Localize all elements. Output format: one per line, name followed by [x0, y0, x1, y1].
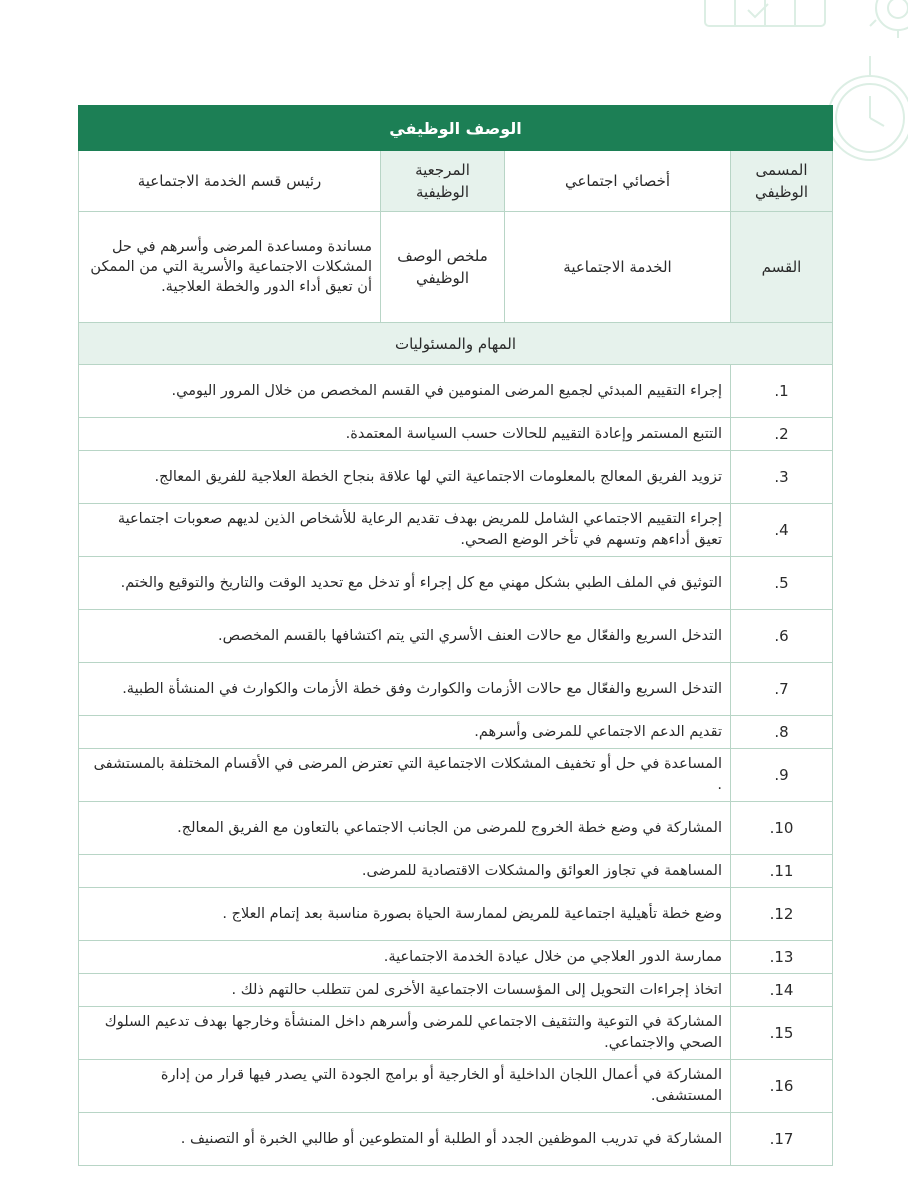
table-row [79, 663, 833, 716]
table-title: الوصف الوظيفي [79, 106, 833, 151]
gear-icon [870, 0, 908, 38]
table-row [79, 418, 833, 451]
task-text: التوثيق في الملف الطبي بشكل مهني مع كل إجراء أو تدخل مع تحديد الوقت والتاريخ والتوقيع والختم. [79, 557, 731, 610]
task-text: المشاركة في تدريب الموظفين الجدد أو الطلبة أو المتطوعين أو طالبي الخبرة أو التصنيف . [79, 1113, 731, 1166]
table-row [79, 855, 833, 888]
task-text: المشاركة في وضع خطة الخروج للمرضى من الجانب الاجتماعي بالتعاون مع الفريق المعالج. [79, 802, 731, 855]
task-number: 9. [731, 749, 833, 802]
calendar-icon [705, 0, 825, 26]
task-number: 12. [731, 888, 833, 941]
task-text: المساهمة في تجاوز العوائق والمشكلات الاقتصادية للمرضى. [79, 855, 731, 888]
task-number: 2. [731, 418, 833, 451]
table-row [79, 504, 833, 557]
task-number: 14. [731, 974, 833, 1007]
task-number: 10. [731, 802, 833, 855]
task-text: المشاركة في التوعية والتثقيف الاجتماعي للمرضى وأسرهم داخل المنشأة وخارجها بهدف تدعيم السلوك الصحي والاجتماعي. [79, 1007, 731, 1060]
task-text: التتبع المستمر وإعادة التقييم للحالات حسب السياسة المعتمدة. [79, 418, 731, 451]
summary-value: مساندة ومساعدة المرضى وأسرهم في حل المشكلات الاجتماعية والأسرية التي من الممكن أن تعيق أداء الدور والخطة العلاجية. [79, 212, 381, 323]
task-number: 4. [731, 504, 833, 557]
task-number: 7. [731, 663, 833, 716]
table-row [79, 365, 833, 418]
table-row [79, 716, 833, 749]
task-text: إجراء التقييم المبدئي لجميع المرضى المنومين في القسم المخصص من خلال المرور اليومي. [79, 365, 731, 418]
clock-icon [828, 56, 908, 160]
task-text: وضع خطة تأهيلية اجتماعية للمريض لممارسة الحياة بصورة مناسبة بعد إتمام العلاج . [79, 888, 731, 941]
task-number: 8. [731, 716, 833, 749]
table-row [79, 974, 833, 1007]
task-number: 5. [731, 557, 833, 610]
job-title-value: أخصائي اجتماعي [505, 151, 731, 212]
job-title-label: المسمى الوظيفي [731, 151, 833, 212]
table-row [79, 1060, 833, 1113]
table-row [79, 1113, 833, 1166]
task-number: 3. [731, 451, 833, 504]
task-text: المشاركة في أعمال اللجان الداخلية أو الخارجية أو برامج الجودة التي يصدر فيها قرار من إدارة المستشفى. [79, 1060, 731, 1113]
task-text: ممارسة الدور العلاجي من خلال عيادة الخدمة الاجتماعية. [79, 941, 731, 974]
task-number: 11. [731, 855, 833, 888]
table-row [79, 610, 833, 663]
task-text: التدخل السريع والفعّال مع حالات الأزمات والكوارث وفق خطة الأزمات والكوارث في المنشأة الطبية. [79, 663, 731, 716]
tasks-list [79, 365, 833, 1166]
table-row [79, 941, 833, 974]
department-label: القسم [731, 212, 833, 323]
table-row [79, 888, 833, 941]
task-number: 16. [731, 1060, 833, 1113]
task-text: التدخل السريع والفعّال مع حالات العنف الأسري التي يتم اكتشافها بالقسم المخصص. [79, 610, 731, 663]
job-description-table [78, 105, 833, 1166]
table-row [79, 451, 833, 504]
task-text: تقديم الدعم الاجتماعي للمرضى وأسرهم. [79, 716, 731, 749]
reference-value: رئيس قسم الخدمة الاجتماعية [79, 151, 381, 212]
table-row [79, 557, 833, 610]
task-text: اتخاذ إجراءات التحويل إلى المؤسسات الاجتماعية الأخرى لمن تتطلب حالتهم ذلك . [79, 974, 731, 1007]
task-text: تزويد الفريق المعالج بالمعلومات الاجتماعية التي لها علاقة بنجاح الخطة العلاجية للفريق المعالج. [79, 451, 731, 504]
table-row [79, 749, 833, 802]
task-text: المساعدة في حل أو تخفيف المشكلات الاجتماعية التي تعترض المرضى في الأقسام المختلفة بالمستشفى . [79, 749, 731, 802]
task-number: 6. [731, 610, 833, 663]
task-number: 17. [731, 1113, 833, 1166]
task-number: 13. [731, 941, 833, 974]
task-number: 15. [731, 1007, 833, 1060]
table-row [79, 1007, 833, 1060]
task-number: 1. [731, 365, 833, 418]
summary-label: ملخص الوصف الوظيفي [381, 212, 505, 323]
table-row [79, 802, 833, 855]
task-text: إجراء التقييم الاجتماعي الشامل للمريض بهدف تقديم الرعاية للأشخاص الذين لديهم صعوبات اجتماعية تعيق أداءهم وتسهم في تأخر الوضع الصحي. [79, 504, 731, 557]
reference-label: المرجعية الوظيفية [381, 151, 505, 212]
section-title: المهام والمسئوليات [79, 323, 833, 365]
department-value: الخدمة الاجتماعية [505, 212, 731, 323]
